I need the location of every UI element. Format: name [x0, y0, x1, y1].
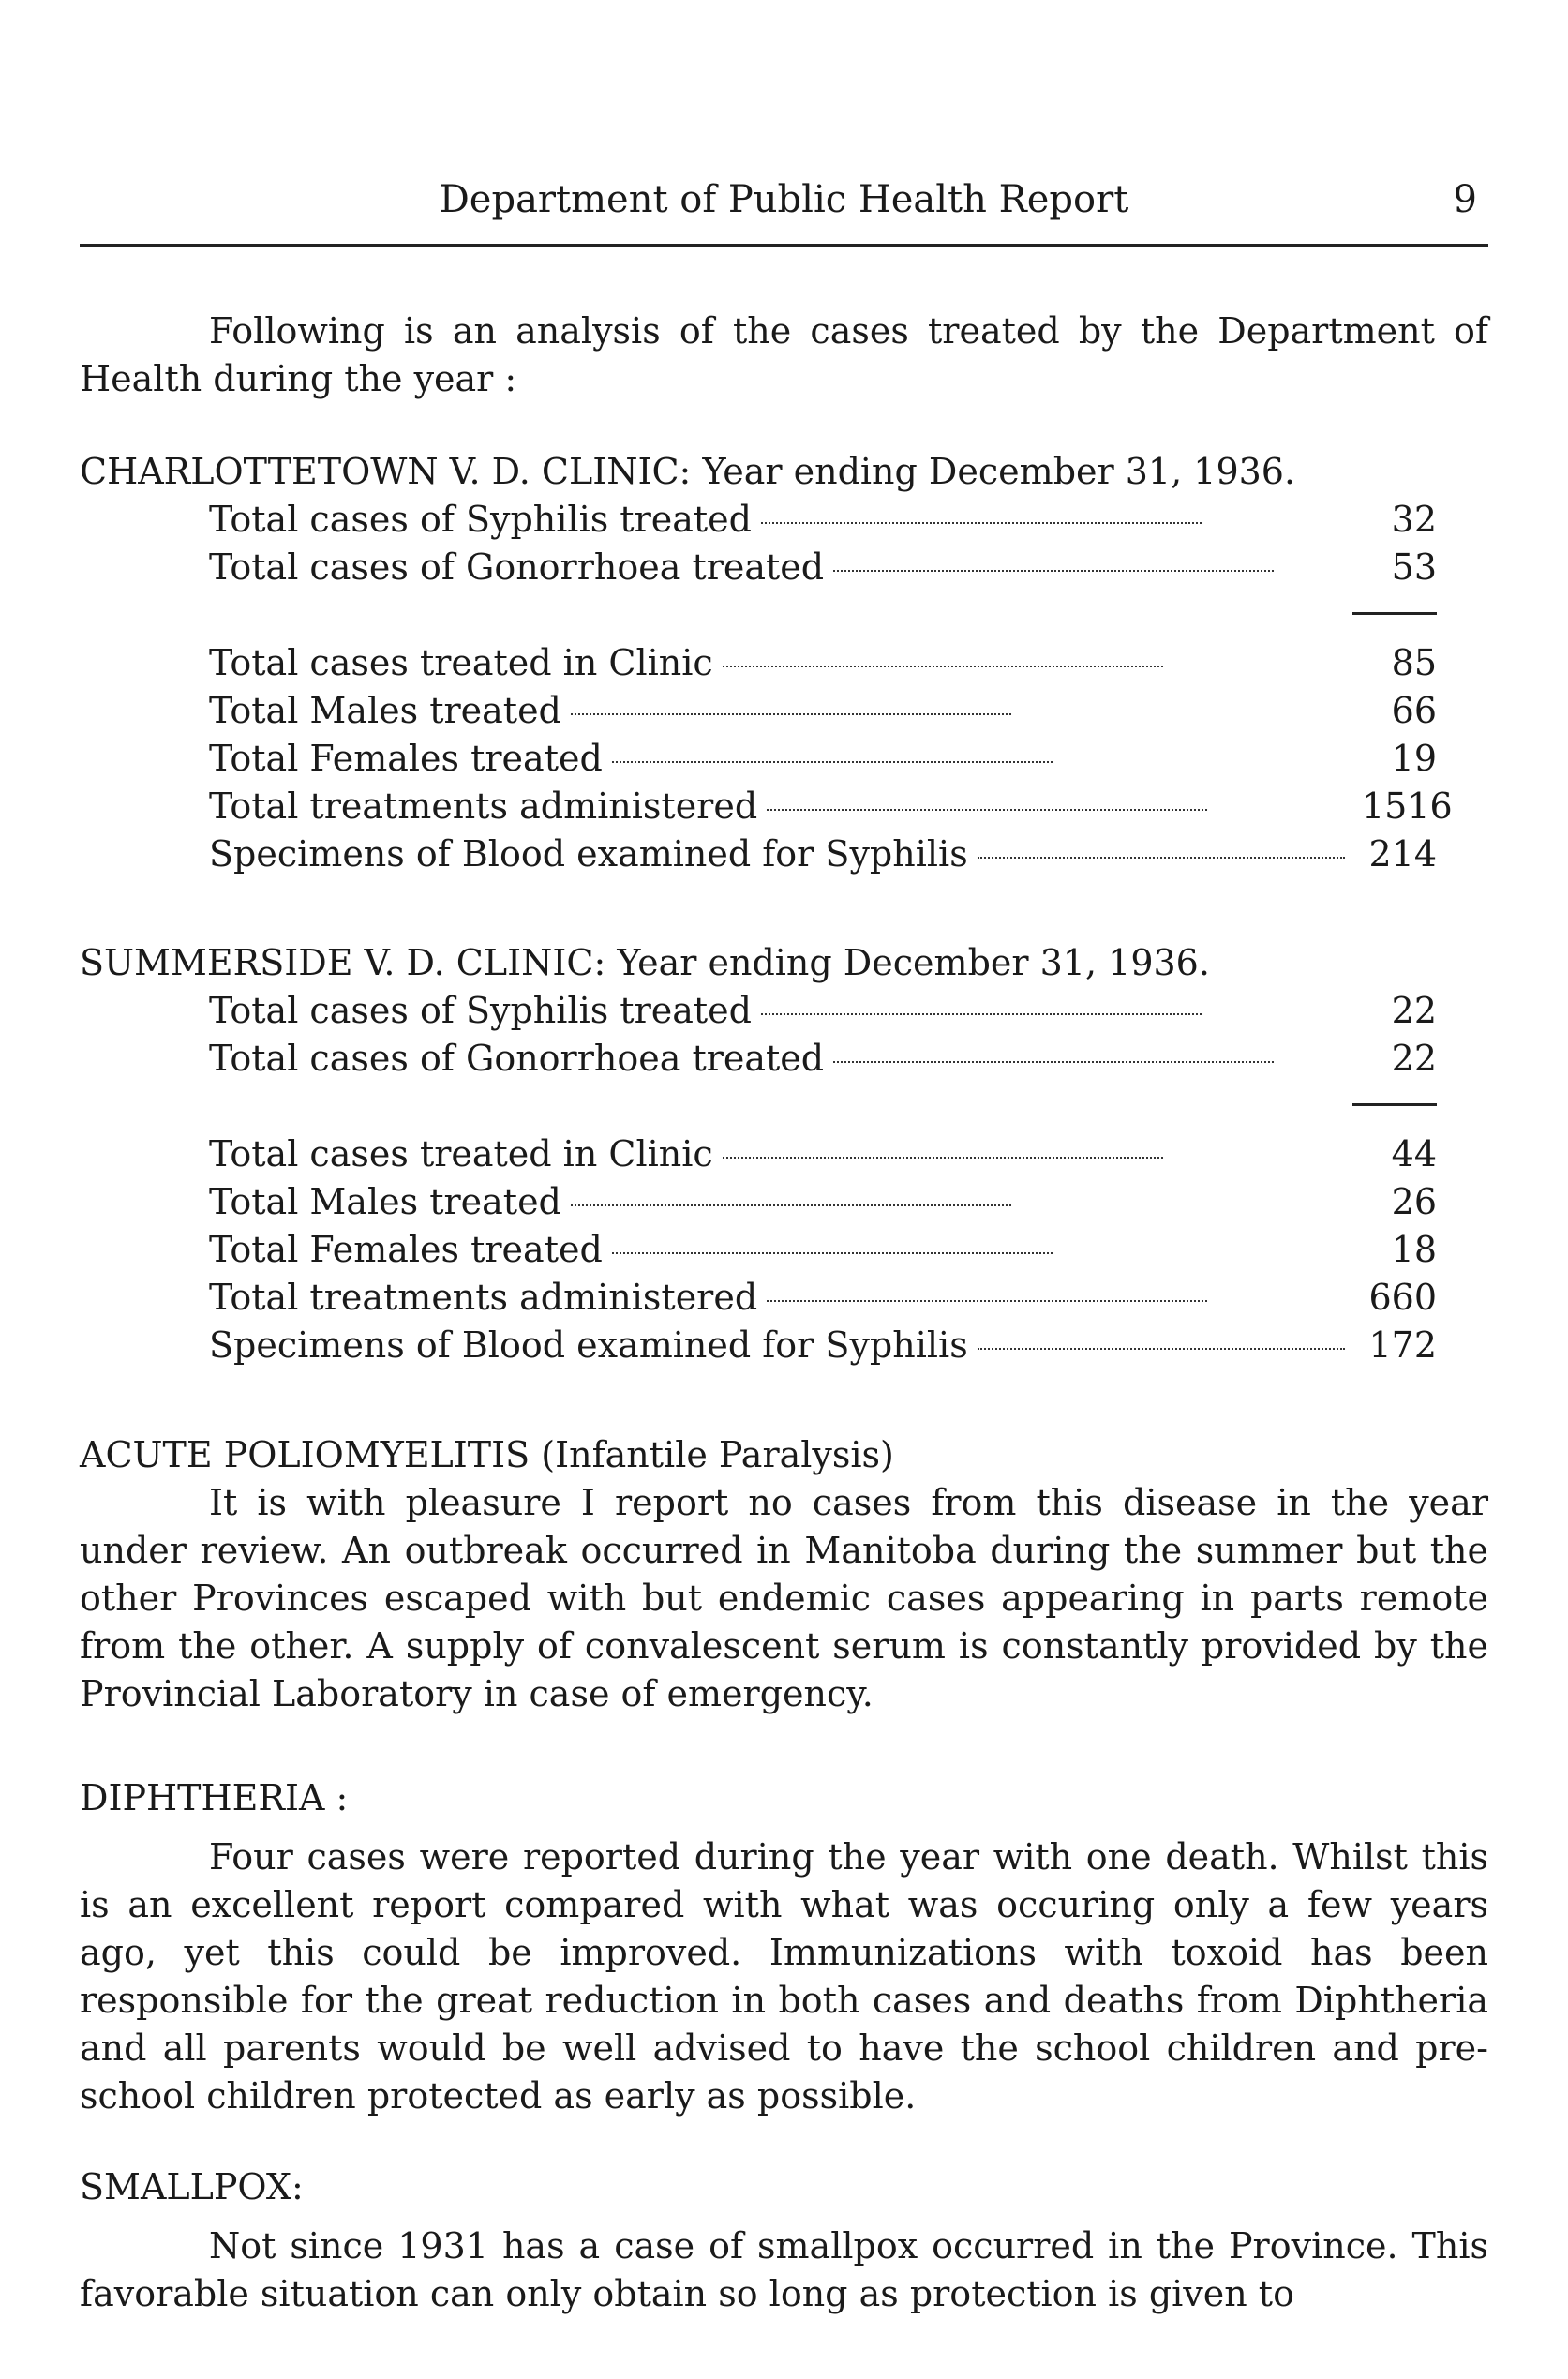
- stat-value: 26: [1391, 1181, 1437, 1222]
- charlottetown-stats: [209, 496, 1453, 878]
- charlottetown-heading: CHARLOTTETOWN V. D. CLINIC: Year ending December 31, 1936.: [80, 451, 1296, 492]
- stat-label: Total cases of Gonorrhoea treated: [209, 1038, 825, 1079]
- sum-rule: [209, 1083, 1437, 1130]
- polio-heading: ACUTE POLIOMYELITIS (Infantile Paralysis): [80, 1434, 894, 1475]
- stat-label: Total Males treated: [209, 690, 561, 731]
- stat-label: Total cases of Gonorrhoea treated: [209, 546, 825, 588]
- diphtheria-section: [80, 1774, 1488, 2120]
- stat-value: 22: [1391, 1038, 1437, 1079]
- stat-row: [209, 1274, 1437, 1322]
- stat-label: Total cases treated in Clinic: [209, 1133, 713, 1175]
- dot-leader: [978, 857, 1345, 859]
- stat-row: [209, 496, 1437, 544]
- stat-row: [209, 1035, 1437, 1083]
- stat-label: Total cases of Syphilis treated: [209, 499, 752, 540]
- dot-leader: [571, 1204, 1011, 1206]
- stat-row: [209, 1226, 1437, 1274]
- stat-label: Total treatments administered: [209, 786, 758, 827]
- stat-row: [209, 830, 1437, 878]
- stat-value: 214: [1368, 833, 1437, 875]
- page-number: 9: [1453, 178, 1477, 221]
- intro-paragraph: Following is an analysis of the cases treated by the Department of Health during the year :: [80, 310, 1488, 399]
- page-header: [80, 178, 1488, 247]
- diphtheria-paragraph: Four cases were reported during the year with one death. Whilst this is an excellent report compared with what was occuring only a few years ago, yet this could be improved. Immunizations with toxoid has been responsible for the great reduction in both cases and deaths from Diphtheria and all parents would be well advised to have the school children and pre-school children protected as early as possible.: [80, 1836, 1488, 2117]
- dot-leader: [761, 1013, 1202, 1015]
- stat-label: Total cases of Syphilis treated: [209, 990, 752, 1031]
- dot-leader: [833, 570, 1274, 572]
- stat-row: [209, 1322, 1437, 1369]
- stat-value: 22: [1391, 990, 1437, 1031]
- stat-value: 85: [1391, 642, 1437, 683]
- summerside-heading: SUMMERSIDE V. D. CLINIC: Year ending December 31, 1936.: [80, 942, 1210, 983]
- stat-label: Specimens of Blood examined for Syphilis: [209, 833, 968, 875]
- stat-label: Total cases treated in Clinic: [209, 642, 713, 683]
- polio-section: [80, 1431, 1488, 1718]
- dot-leader: [833, 1061, 1274, 1063]
- stat-row: [209, 639, 1437, 687]
- smallpox-heading: SMALLPOX:: [80, 2166, 304, 2207]
- dot-leader: [571, 713, 1011, 715]
- stat-label: Total Males treated: [209, 1181, 561, 1222]
- dot-leader: [767, 1300, 1207, 1302]
- sum-rule: [209, 591, 1437, 639]
- smallpox-section: [80, 2163, 1488, 2318]
- charlottetown-section: [80, 448, 1488, 878]
- dot-leader: [723, 666, 1163, 667]
- smallpox-paragraph: Not since 1931 has a case of smallpox occurred in the Province. This favorable situation can only obtain so long as protection is given to: [80, 2225, 1488, 2314]
- stat-label: Specimens of Blood examined for Syphilis: [209, 1324, 968, 1366]
- stat-label: Total Females treated: [209, 738, 603, 779]
- intro-block: [80, 307, 1488, 403]
- stat-row: [209, 1178, 1437, 1226]
- stat-label: Total Females treated: [209, 1229, 603, 1270]
- stat-value: 1516: [1362, 786, 1453, 827]
- stat-value: 660: [1368, 1277, 1437, 1318]
- stat-row: [209, 783, 1453, 830]
- stat-row: [209, 1130, 1437, 1178]
- dot-leader: [612, 1252, 1053, 1254]
- dot-leader: [761, 522, 1202, 524]
- dot-leader: [723, 1157, 1163, 1159]
- stat-value: 18: [1391, 1229, 1437, 1270]
- diphtheria-heading: DIPHTHERIA :: [80, 1777, 349, 1818]
- summerside-section: [80, 939, 1488, 1369]
- running-title: Department of Public Health Report: [439, 178, 1129, 221]
- stat-value: 32: [1391, 499, 1437, 540]
- stat-value: 53: [1391, 546, 1437, 588]
- stat-row: [209, 987, 1437, 1035]
- stat-row: [209, 735, 1437, 783]
- stat-value: 19: [1391, 738, 1437, 779]
- dot-leader: [767, 809, 1207, 811]
- dot-leader: [612, 761, 1053, 763]
- stat-value: 44: [1391, 1133, 1437, 1175]
- dot-leader: [978, 1348, 1345, 1350]
- stat-label: Total treatments administered: [209, 1277, 758, 1318]
- stat-value: 66: [1391, 690, 1437, 731]
- summerside-stats: [209, 987, 1437, 1369]
- stat-row: [209, 544, 1437, 591]
- stat-row: [209, 687, 1437, 735]
- stat-value: 172: [1368, 1324, 1437, 1366]
- polio-paragraph: It is with pleasure I report no cases from this disease in the year under review. An outbreak occurred in Manitoba during the summer but the other Provinces escaped with but endemic cases appearing in parts remote from the other. A supply of convalescent serum is constantly provided by the Provincial Laboratory in case of emergency.: [80, 1482, 1488, 1714]
